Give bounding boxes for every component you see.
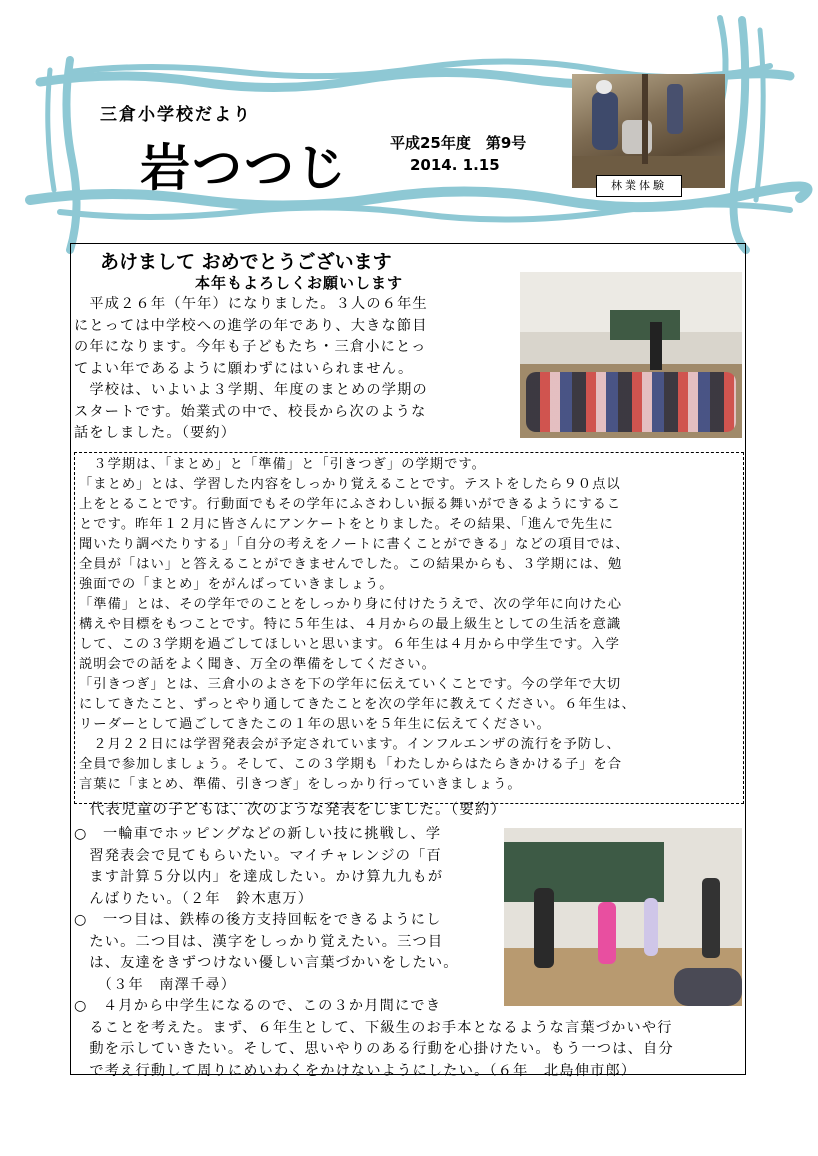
issue-date: 2014. 1.15 <box>410 156 500 174</box>
list-item: ○ ４月から中学生になるので、この３か月間にでき <box>74 998 442 1014</box>
list-item: は、友達をきずつけない優しい言葉づかいをしたい。 <box>74 955 459 971</box>
list-item: ることを考えた。まず、６年生として、下級生のお手本となるような言葉づかいや行 <box>74 1019 673 1036</box>
school-name: 三倉小学校だより <box>100 105 252 125</box>
intro-text: 平成２６年（午年）になりました。３人の６年生 にとっては中学校への進学の年であり、大きな節目 の年になります。今年も子どもたち・三倉小にとっ てよい年であるように願わずにはいられません。 学校は、いよいよ３学期、年度のまとめの学期の スタートです。始業式の中で、校長から次のような 話をしました。（要約） <box>74 296 428 441</box>
assembly-photo <box>520 272 742 438</box>
reps-intro: 代表児童の子どもは、次のような発表をしました。（要約） <box>74 802 507 818</box>
list-item: 動を示していきたい。そして、思いやりのある行動を心掛けたい。もう一つは、自分 <box>74 1041 674 1057</box>
list-item: ます計算５分以内」を達成したい。かけ算九九もが <box>74 869 444 885</box>
principal-speech-box: ３学期は、「まとめ」と「準備」と「引きつぎ」の学期です。 「まとめ」とは、学習した内容をしっかり覚えることです。テストをしたら９０点以 上をとることです。行動面でもその学年にふさわしい振る舞いができるようにするこ とです。昨年１２月に皆さんにアンケートをとりました。その結果、「進んで先生に 聞いたり調べたりする」「自分の考えをノートに書くことができる」などの項目では、 全員が「はい」と答えることができませんでした。この結果からも、３学期には、勉 強面での「まとめ」をがんばっていきましょう。 「準備」とは、その学年でのことをしっかり身に付けたうえで、次の学年に向けた心 構えや目標をもつことです。特に５年生は、４月からの最上級生としての生活を意識 して、この３学期を過ごしてほしいと思います。６年生は４月から中学生です。入学 説明会での話をよく聞き、万全の準備をしてください。 「引きつぎ」とは、三倉小のよさを下の学年に伝えていくことです。今の学年で大切 にしてきたこと、ずっとやり通してきたことを次の学年に教えてください。６年生は、 リーダーとして過ごしてきたこの１年の思いを５年生に伝えてください。 ２月２２日には学習発表会が予定されています。インフルエンザの流行を予防し、 全員で参加しましょう。そして、この３学期も「わたしからはたらきかける子」を合 言葉に「まとめ、準備、引きつぎ」をしっかり行っていきましょう。 <box>74 452 744 804</box>
greeting-heading: あけまして おめでとうございます <box>100 251 392 273</box>
list-item: で考え行動して周りにめいわくをかけないようにしたい。（６年 北島伸市郎） <box>74 1062 637 1079</box>
list-item: ○ 一輪車でホッピングなどの新しい技に挑戦し、学 <box>74 826 442 842</box>
list-item: ○ 一つ目は、鉄棒の後方支持回転をできるようにし <box>74 912 442 928</box>
forestry-photo <box>572 74 725 188</box>
issue-number: 平成25年度 第9号 <box>390 134 527 152</box>
list-item: 習発表会で見てもらいたい。マイチャレンジの「百 <box>74 847 442 864</box>
list-item: んばりたい。（２年 鈴木恵万） <box>74 890 314 907</box>
list-item: たい。二つ目は、漢字をしっかり覚えたい。三つ目 <box>74 933 444 950</box>
list-item: （３年 南澤千尋） <box>74 976 237 993</box>
photo-caption: 林業体験 <box>596 175 682 197</box>
greeting-subheading: 本年もよろしくお願いします <box>195 274 404 292</box>
newsletter-title: 岩つつじ <box>140 139 348 197</box>
student-statements <box>74 824 674 1082</box>
